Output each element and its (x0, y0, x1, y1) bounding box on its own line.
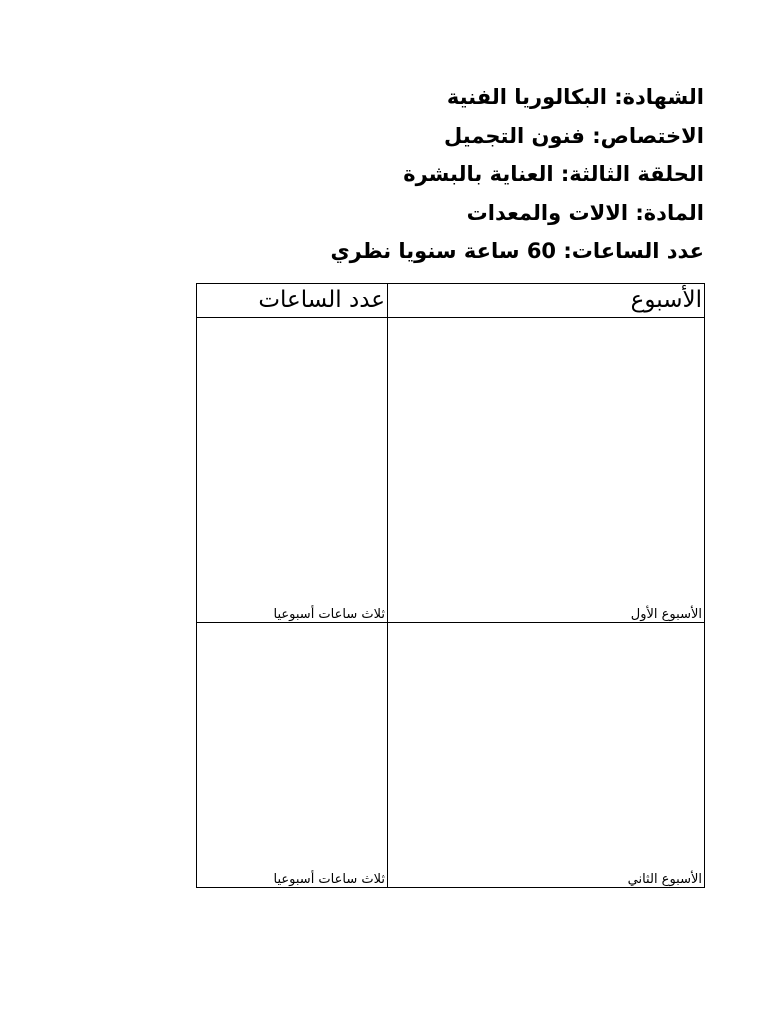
certificate-line: الشهادة: البكالوريا الفنية (446, 85, 704, 109)
weekly-plan-table (196, 283, 705, 888)
hours-line: عدد الساعات: 60 ساعة سنويا نظري (330, 239, 704, 263)
column-header-week: الأسبوع (388, 284, 705, 318)
hours-cell: ثلاث ساعات أسبوعيا (197, 623, 388, 888)
table-row (197, 623, 705, 888)
hours-cell: ثلاث ساعات أسبوعيا (197, 318, 388, 623)
week-cell: الأسبوع الأول (388, 318, 705, 623)
cycle-line: الحلقة الثالثة: العناية بالبشرة (403, 162, 704, 186)
subject-line: المادة: الالات والمعدات (466, 200, 704, 225)
specialization-line: الاختصاص: فنون التجميل (444, 123, 704, 148)
column-header-hours: عدد الساعات (197, 284, 388, 318)
document-header (204, 78, 704, 271)
week-cell: الأسبوع الثاني (388, 623, 705, 888)
table-row (197, 318, 705, 623)
table-header-row (197, 284, 705, 318)
